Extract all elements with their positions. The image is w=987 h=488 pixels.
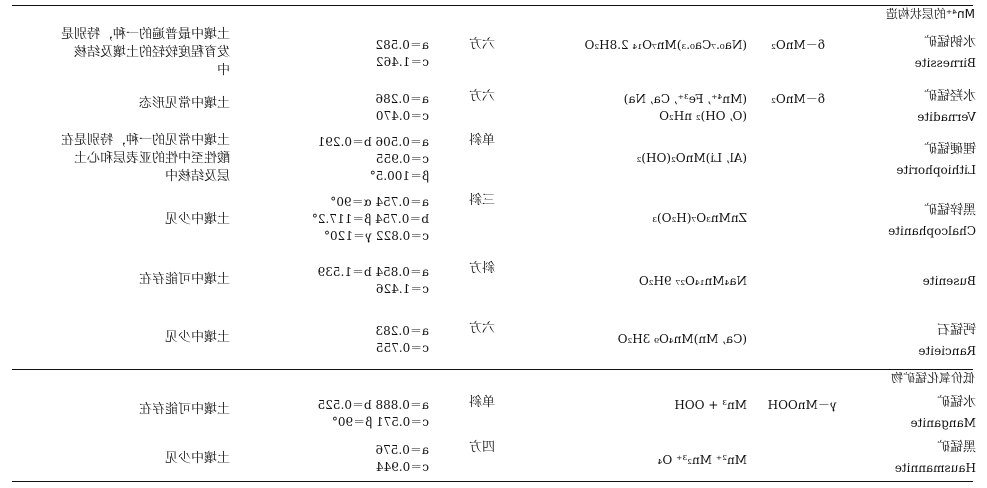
occurrence-line: 中 xyxy=(216,63,230,78)
formula: Mn²⁺ Mn₂³⁺ O₄ xyxy=(657,453,747,467)
crystal-system: 单斜 xyxy=(468,133,495,148)
alias: δ－MnO₂ xyxy=(771,38,825,52)
formula: ZnMn₃O₇(H₂O)₃ xyxy=(652,211,747,225)
crystal-system: 六方 xyxy=(468,89,495,104)
alias: γ－MnOOH xyxy=(767,398,837,412)
section-divider xyxy=(12,369,973,370)
param-line: b＝0.754 β＝117.2° xyxy=(311,212,429,226)
alias: δ－MnO₂ xyxy=(771,92,825,106)
section-header-low-valence: 低价氧化锰矿物 xyxy=(890,371,975,385)
name-en: Manganite xyxy=(910,416,976,430)
occurrence-line: 土壤中少见 xyxy=(164,451,230,466)
name-cn: 水锰矿 xyxy=(936,395,976,410)
section-header-layered: Mn⁴⁺的层状构造 xyxy=(885,7,975,21)
bottom-rule xyxy=(12,481,973,482)
param-line: a＝0.576 xyxy=(375,443,429,457)
name-en: Hausmannite xyxy=(894,461,976,475)
name-cn: 黑锰矿 xyxy=(936,440,976,455)
formula: Mn³ + OOH xyxy=(674,398,747,412)
formula: (Ca, Mn)Mn₄O₉ 3H₂O xyxy=(617,332,747,346)
param-line: c＝0.944 xyxy=(375,460,429,474)
occurrence-line: 土壤中少见 xyxy=(164,212,230,227)
occurrence-line: 层及结核中 xyxy=(164,169,230,184)
name-cn: 钙锰石 xyxy=(936,323,976,338)
param-line: a＝0.286 xyxy=(375,92,429,106)
param-line: c＝0.755 xyxy=(375,341,429,355)
occurrence-line: 发育程度较轻的土壤及结核 xyxy=(73,45,230,60)
name-cn: 水钠锰矿 xyxy=(923,35,976,50)
name-en: Vernadite xyxy=(917,110,976,124)
formula: Na₄Mn₁₄O₂₇ 9H₂O xyxy=(638,274,747,288)
param-line: a＝0.582 xyxy=(375,38,429,52)
name-cn: 黑锌锰矿 xyxy=(923,203,976,218)
param-line: a＝0.888 b＝0.525 xyxy=(317,398,429,412)
formula: (Al, Li)MnO₂(OH)₂ xyxy=(636,151,747,165)
top-rule xyxy=(12,5,973,6)
occurrence-line: 土壤中少见 xyxy=(164,330,230,345)
param-line: a＝0.754 α＝90° xyxy=(330,195,429,209)
name-en: Birnessite xyxy=(914,56,976,70)
param-line: c＝0.822 γ＝120° xyxy=(324,229,429,243)
name-en: Lithiophorite xyxy=(896,163,976,177)
param-line: a＝0.854 b＝1.539 xyxy=(317,265,429,279)
param-line: β＝100.5° xyxy=(369,169,429,183)
crystal-system: 斜方 xyxy=(468,261,495,276)
param-line: c＝1.462 xyxy=(375,55,429,69)
occurrence-line: 土壤中常见的一种，特别是在 xyxy=(60,133,230,148)
name-en: Busenite xyxy=(922,274,976,288)
formula-line2: (O, OH)₂ nH₂O xyxy=(659,109,747,123)
param-line: c＝0.955 xyxy=(375,152,429,166)
crystal-system: 六方 xyxy=(468,321,495,336)
occurrence-line: 土壤中最普遍的一种，特别是 xyxy=(60,27,230,42)
name-cn: 水羟锰矿 xyxy=(923,89,976,104)
crystal-system: 三斜 xyxy=(468,193,495,208)
occurrence-line: 土壤中可能存在 xyxy=(138,272,230,287)
formula: (Na₀.₇Ca₀.₃)Mn₇O₁₄ 2.8H₂O xyxy=(584,38,747,52)
formula: (Mn⁴⁺, Fe³⁺, Ca, Na) xyxy=(623,92,747,106)
occurrence-line: 土壤中常见形态 xyxy=(138,96,230,111)
name-cn: 锂硬锰矿 xyxy=(923,142,976,157)
param-line: c＝0.470 xyxy=(375,109,429,123)
param-line: c＝0.571 β＝90° xyxy=(331,415,429,429)
param-line: a＝0.283 xyxy=(375,324,429,338)
param-line: a＝0.506 b＝0.291 xyxy=(317,135,429,149)
crystal-system: 六方 xyxy=(468,37,495,52)
occurrence-line: 土壤中可能存在 xyxy=(138,402,230,417)
name-en: Rancieite xyxy=(918,344,976,358)
occurrence-line: 酸性至中性的亚表层和心土 xyxy=(73,151,230,166)
crystal-system: 单斜 xyxy=(468,395,495,410)
param-line: c＝1.426 xyxy=(375,282,429,296)
crystal-system: 四方 xyxy=(468,440,495,455)
name-en: Chalcophanite xyxy=(888,224,976,238)
